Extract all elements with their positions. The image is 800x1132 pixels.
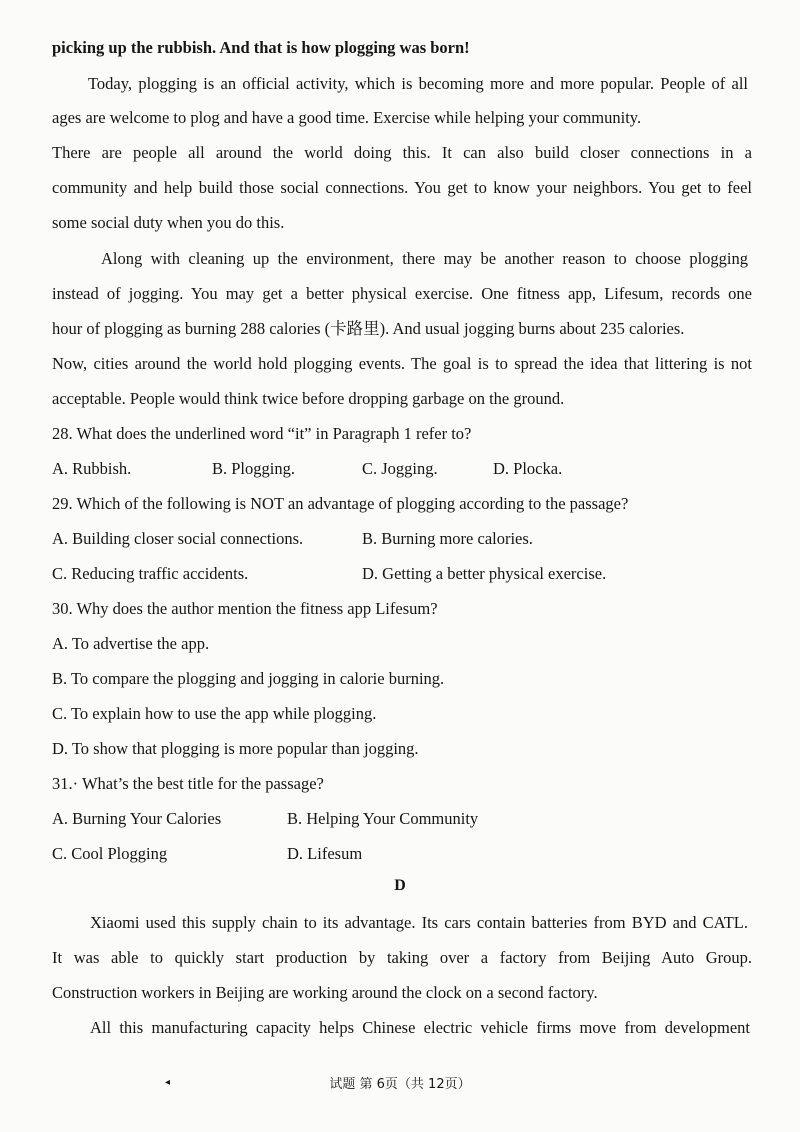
question-stem: 30. Why does the author mention the fitness app Lifesum? bbox=[52, 599, 438, 618]
passage-line: Along with cleaning up the environment, there may be another reason to choose plogging bbox=[101, 249, 748, 268]
passage-line: instead of jogging. You may get a better physical exercise. One fitness app, Lifesum, records one bbox=[52, 284, 752, 303]
passage-line: There are people all around the world doing this. It can also build closer connections in a bbox=[52, 143, 752, 162]
option-d: D. To show that plogging is more popular than jogging. bbox=[52, 739, 419, 758]
page-mark: ◂ bbox=[165, 1077, 171, 1088]
option-c: C. Cool Plogging bbox=[52, 844, 168, 863]
question-stem: 28. What does the underlined word “it” in Paragraph 1 refer to? bbox=[52, 424, 472, 443]
option-a: A. To advertise the app. bbox=[52, 634, 210, 653]
option-d: D. Getting a better physical exercise. bbox=[362, 564, 607, 583]
option-a: A. Building closer social connections. bbox=[52, 529, 304, 548]
passage-line: community and help build those social connections. You get to know your neighbors. You get to feel bbox=[52, 178, 752, 197]
option-d: D. Plocka. bbox=[493, 459, 563, 478]
option-c: C. Reducing traffic accidents. bbox=[52, 564, 249, 583]
option-b: B. To compare the plogging and jogging in calorie burning. bbox=[52, 669, 445, 688]
passage-line: Xiaomi used this supply chain to its advantage. Its cars contain batteries from BYD and CATL. bbox=[90, 913, 748, 932]
question-stem: 29. Which of the following is NOT an advantage of plogging according to the passage? bbox=[52, 494, 629, 513]
passage-line: acceptable. People would think twice before dropping garbage on the ground. bbox=[52, 389, 565, 408]
option-c: C. To explain how to use the app while plogging. bbox=[52, 704, 377, 723]
option-a: A. Rubbish. bbox=[52, 459, 132, 478]
option-b: B. Plogging. bbox=[212, 459, 295, 478]
option-b: B. Helping Your Community bbox=[287, 809, 479, 828]
question-stem: 31.· What’s the best title for the passage? bbox=[52, 774, 324, 793]
option-b: B. Burning more calories. bbox=[362, 529, 533, 548]
section-heading: D bbox=[394, 877, 406, 894]
passage-line: some social duty when you do this. bbox=[52, 213, 285, 232]
passage-line: Construction workers in Beijing are working around the clock on a second factory. bbox=[52, 983, 598, 1002]
passage-line: ages are welcome to plog and have a good time. Exercise while helping your community. bbox=[52, 108, 642, 127]
passage-line: It was able to quickly start production by taking over a factory from Beijing Auto Group. bbox=[52, 948, 752, 967]
passage-line: hour of plogging as burning 288 calories (卡路里). And usual jogging burns about 235 calories. bbox=[52, 319, 685, 338]
option-d: D. Lifesum bbox=[287, 844, 363, 863]
passage-line: All this manufacturing capacity helps Chinese electric vehicle firms move from development bbox=[90, 1018, 750, 1037]
passage-line: Today, plogging is an official activity, which is becoming more and more popular. People of all bbox=[88, 74, 748, 93]
page-number: 试题 第 6页（共 12页） bbox=[329, 1077, 471, 1092]
passage-line: picking up the rubbish. And that is how plogging was born! bbox=[52, 38, 470, 57]
passage-line: Now, cities around the world hold plogging events. The goal is to spread the idea that littering is not bbox=[52, 354, 752, 373]
option-c: C. Jogging. bbox=[362, 459, 438, 478]
option-a: A. Burning Your Calories bbox=[52, 809, 222, 828]
